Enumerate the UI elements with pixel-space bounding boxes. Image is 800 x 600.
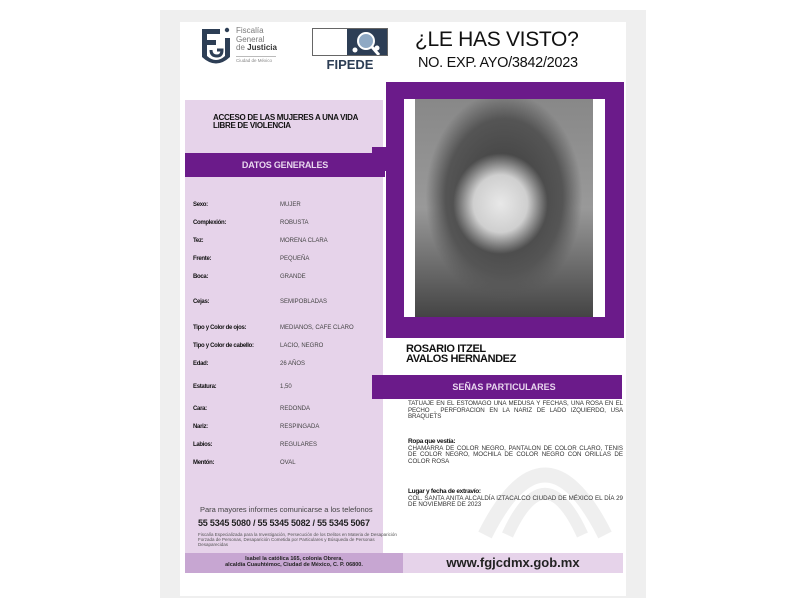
program-heading: ACCESO DE LAS MUJERES A UNA VIDA LIBRE DE VIOLENCIA (213, 113, 358, 130)
person-photo (415, 99, 593, 317)
website-link[interactable]: www.fgjcdmx.gob.mx (403, 553, 623, 573)
address-bar (185, 553, 403, 573)
field-value: MORENA CLARA (280, 238, 328, 244)
place-date-text: COL. SANTA ANITA ALCALDÍA IZTACALCO CIUDAD DE MÉXICO EL DÍA 29 DE NOVIEMBRE DE 2023 (408, 494, 623, 508)
field-label: Tez: (193, 238, 204, 244)
address-line2: alcaldía Cuauhtémoc, Ciudad de México, C. P. 06800. (225, 562, 363, 568)
fgj-logo (200, 26, 290, 66)
watermark-emblem-icon (470, 400, 620, 550)
address-line1: Isabel la católica 165, colonia Obrera, (245, 556, 343, 562)
field-value: PEQUEÑA (280, 256, 310, 262)
contact-intro: Para mayores informes comunicarse a los telefonos (200, 505, 373, 514)
person-name (406, 344, 516, 364)
field-value: REDONDA (280, 406, 311, 412)
field-value: GRANDE (280, 274, 306, 280)
field-label: Cara: (193, 406, 207, 412)
expediente-number: NO. EXP. AYO/3842/2023 (418, 55, 578, 71)
field-label: Boca: (193, 274, 209, 280)
field-value: 26 AÑOS (280, 361, 306, 367)
senas-particulares-heading: SEÑAS PARTICULARES (386, 375, 622, 399)
fgj-line2: General (236, 34, 265, 44)
fipede-text: FIPEDE (326, 57, 374, 72)
field-value: OVAL (280, 460, 296, 466)
clothing-section (408, 439, 623, 465)
field-label: Estatura: (193, 384, 217, 390)
fgj-line3-bold: Justicia (247, 43, 277, 52)
field-label: Cejas: (193, 299, 210, 305)
contact-phones[interactable]: 55 5345 5080 / 55 5345 5082 / 55 5345 5067 (198, 518, 370, 528)
photo-mat (404, 99, 605, 317)
connector-bar (372, 375, 386, 399)
photo-frame (386, 82, 624, 338)
field-label: Tipo y Color de ojos: (193, 325, 247, 331)
clothing-text: CHAMARRA DE COLOR NEGRO, PANTALON DE COLOR CLARO, TENIS DE COLOR NEGRO, MOCHILA DE COLOR NEGRO CON ORILLAS DE COLOR ROSA (408, 444, 623, 465)
field-label: Nariz: (193, 424, 208, 430)
fgj-line1: Fiscalía (236, 26, 264, 35)
fipede-emblem (312, 28, 388, 56)
field-value: RESPINGADA (280, 424, 320, 430)
fgj-line3-prefix: de (236, 43, 245, 52)
place-date-section (408, 489, 623, 509)
fipede-logo (312, 28, 388, 76)
person-name-line2: AVALOS HERNANDEZ (406, 353, 516, 365)
field-label: Sexo: (193, 202, 208, 208)
clothing-label: Ropa que vestía: (408, 438, 456, 445)
field-value: REGULARES (280, 442, 318, 448)
connector-bar (372, 147, 386, 171)
field-label: Complexión: (193, 220, 227, 226)
fgj-city: Ciudad de México (236, 56, 276, 63)
fgj-shield-icon (200, 26, 232, 66)
field-label: Edad: (193, 361, 209, 367)
senas-description: TATUAJE EN EL ESTOMAGO UNA MEDUSA Y FECHAS, UNA ROSA EN EL PECHO , PERFORACION EN LA NARIZ DE LADO IZQUIERDO, USA BRAQUETS (408, 400, 623, 420)
field-label: Frente: (193, 256, 212, 262)
magnifier-icon (349, 30, 383, 56)
field-value: MUJER (280, 202, 301, 208)
field-value: MEDIANOS, CAFE CLARO (280, 325, 354, 331)
field-label: Tipo y Color de cabello: (193, 343, 254, 349)
field-value: SEMIPOBLADAS (280, 299, 328, 305)
poster-title: ¿LE HAS VISTO? (415, 28, 579, 51)
agency-note: Fiscalía Especializada para la Investigación, Persecución de los Delitos en Materia de Desaparición Forzada de Personas, Desaparición Cometida por Particulares y Búsqueda de Personas Desaparecidas (198, 532, 397, 547)
fgj-logo-text (236, 27, 277, 53)
field-label: Mentón: (193, 460, 215, 466)
field-label: Labios: (193, 442, 213, 448)
place-date-label: Lugar y fecha de extravío: (408, 488, 481, 495)
datos-generales-heading: DATOS GENERALES (185, 153, 385, 177)
field-value: LACIO, NEGRO (280, 343, 324, 349)
field-value: ROBUSTA (280, 220, 309, 226)
person-name-line1: ROSARIO ITZEL (406, 343, 486, 355)
field-value: 1,50 (280, 384, 292, 390)
